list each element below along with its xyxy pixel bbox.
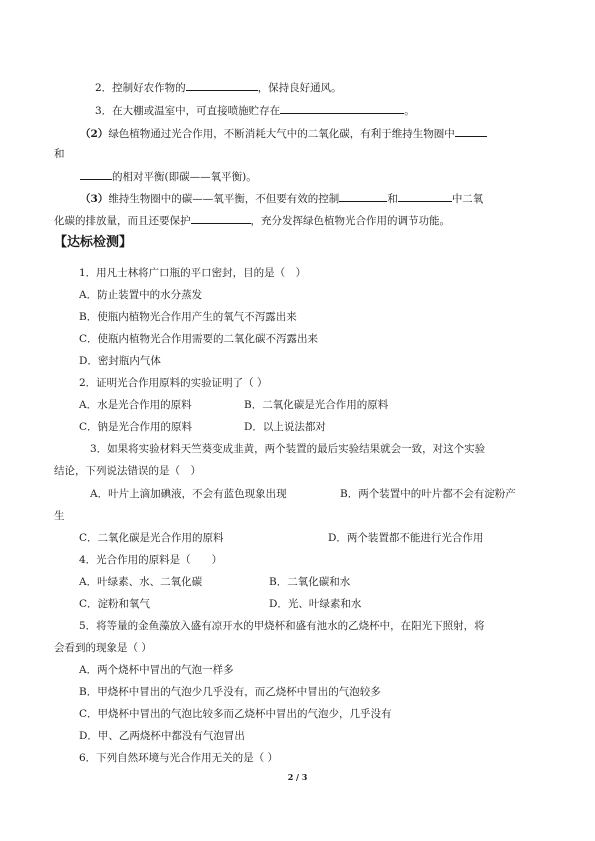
fill-text: ，保持良好通风。 — [257, 82, 342, 94]
fill-line-7 — [54, 212, 450, 228]
fill-text: 。 — [404, 105, 415, 117]
item-number: （3） — [80, 193, 109, 205]
question-2-option-a: A．水是光合作用的原料 — [79, 399, 192, 411]
question-1-option-c: C．使瓶内植物光合作用需要的二氧化碳不泻露出来 — [79, 333, 319, 345]
answer-blank[interactable] — [455, 125, 487, 137]
question-3-option-a: A．叶片上滴加碘液，不会有蓝色现象出现 — [90, 488, 287, 500]
question-3-option-b-cont: 生 — [54, 510, 65, 522]
fill-text: 维持生物圈中的碳——氧平衡，不但要有效的控制 — [108, 193, 340, 205]
fill-line-3 — [95, 102, 415, 118]
page-number: 2 / 3 — [287, 772, 308, 782]
fill-text: 中二氧 — [451, 193, 484, 205]
section-title: 【达标检测】 — [54, 235, 133, 250]
fill-line-5 — [80, 168, 257, 184]
question-4-option-c: C．淀粉和氧气 — [79, 598, 151, 610]
question-1-stem: 1．用凡士林将广口瓶的平口密封，目的是（ ） — [79, 267, 307, 279]
question-1-option-d: D．密封瓶内气体 — [79, 355, 161, 367]
fill-text: 绿色植物通过光合作用，不断消耗大气中的二氧化碳，有利于维持生物圈中 — [108, 128, 455, 140]
question-3-option-d: D．两个装置都不能进行光合作用 — [328, 532, 484, 544]
question-5-option-b: B．甲烧杯中冒出的气泡少几乎没有，而乙烧杯中冒出的气泡较多 — [79, 686, 381, 698]
answer-blank[interactable] — [191, 212, 251, 224]
fill-text: 和 — [54, 148, 65, 160]
question-3-option-b: B．两个装置中的叶片都不会有淀粉产 — [340, 488, 516, 500]
question-1-option-a: A．防止装置中的水分蒸发 — [79, 289, 203, 301]
question-5-option-d: D．甲、乙两烧杯中都没有气泡冒出 — [79, 730, 245, 742]
fill-text: 和 — [387, 193, 398, 205]
question-2-option-c: C．钠是光合作用的原料 — [79, 421, 193, 433]
fill-text: 2．控制好农作物的 — [95, 82, 186, 94]
fill-line-2 — [95, 79, 342, 95]
question-1-option-b: B．使瓶内植物光合作用产生的氧气不泻露出来 — [79, 311, 297, 323]
question-4-stem: 4．光合作用的原料是（ ） — [79, 554, 223, 566]
fill-text: 3．在大棚或温室中，可直接喷施贮存在 — [95, 105, 281, 117]
question-2-option-b: B．二氧化碳是光合作用的原料 — [244, 399, 389, 411]
question-4-option-d: D．光、叶绿素和水 — [269, 598, 362, 610]
question-6-stem: 6．下列自然环境与光合作用无关的是（ ） — [79, 752, 279, 764]
fill-text: 的相对平衡(即碳——氧平衡)。 — [112, 171, 257, 183]
fill-text: 化碳的排放量，而且还要保护 — [54, 215, 191, 227]
question-4-option-b: B．二氧化碳和水 — [269, 576, 351, 588]
fill-line-4-cont — [54, 147, 65, 161]
question-3-stem-cont: 结论，下列说法错误的是（ ） — [54, 465, 201, 477]
item-number: （2） — [80, 128, 109, 140]
question-3-option-c: C．二氧化碳是光合作用的原料 — [79, 532, 224, 544]
question-2-stem: 2．证明光合作用原料的实验证明了（ ） — [79, 377, 268, 389]
answer-blank[interactable] — [339, 190, 387, 202]
question-2-option-d: D．以上说法都对 — [244, 421, 326, 433]
fill-line-6 — [80, 190, 483, 206]
question-5-option-a: A．两个烧杯中冒出的气泡一样多 — [79, 664, 234, 676]
fill-text: ，充分发挥绿色植物光合作用的调节功能。 — [250, 215, 450, 227]
answer-blank[interactable] — [186, 79, 258, 91]
question-3-stem: 3．如果将实验材料天竺葵变成韭黄，两个装置的最后实验结果就会一致，对这个实验 — [90, 443, 486, 455]
answer-blank[interactable] — [398, 190, 452, 202]
question-4-option-a: A．叶绿素、水、二氧化碳 — [79, 576, 203, 588]
answer-blank[interactable] — [80, 168, 112, 180]
fill-line-4 — [80, 125, 487, 141]
question-5-option-c: C．甲烧杯中冒出的气泡比较多而乙烧杯中冒出的气泡少，几乎没有 — [79, 708, 392, 720]
question-5-stem: 5．将等量的金鱼藻放入盛有凉开水的甲烧杯和盛有池水的乙烧杯中，在阳光下照射，将 — [79, 620, 485, 632]
answer-blank[interactable] — [280, 102, 404, 114]
question-5-stem-cont: 会看到的现象是（ ） — [54, 642, 152, 654]
